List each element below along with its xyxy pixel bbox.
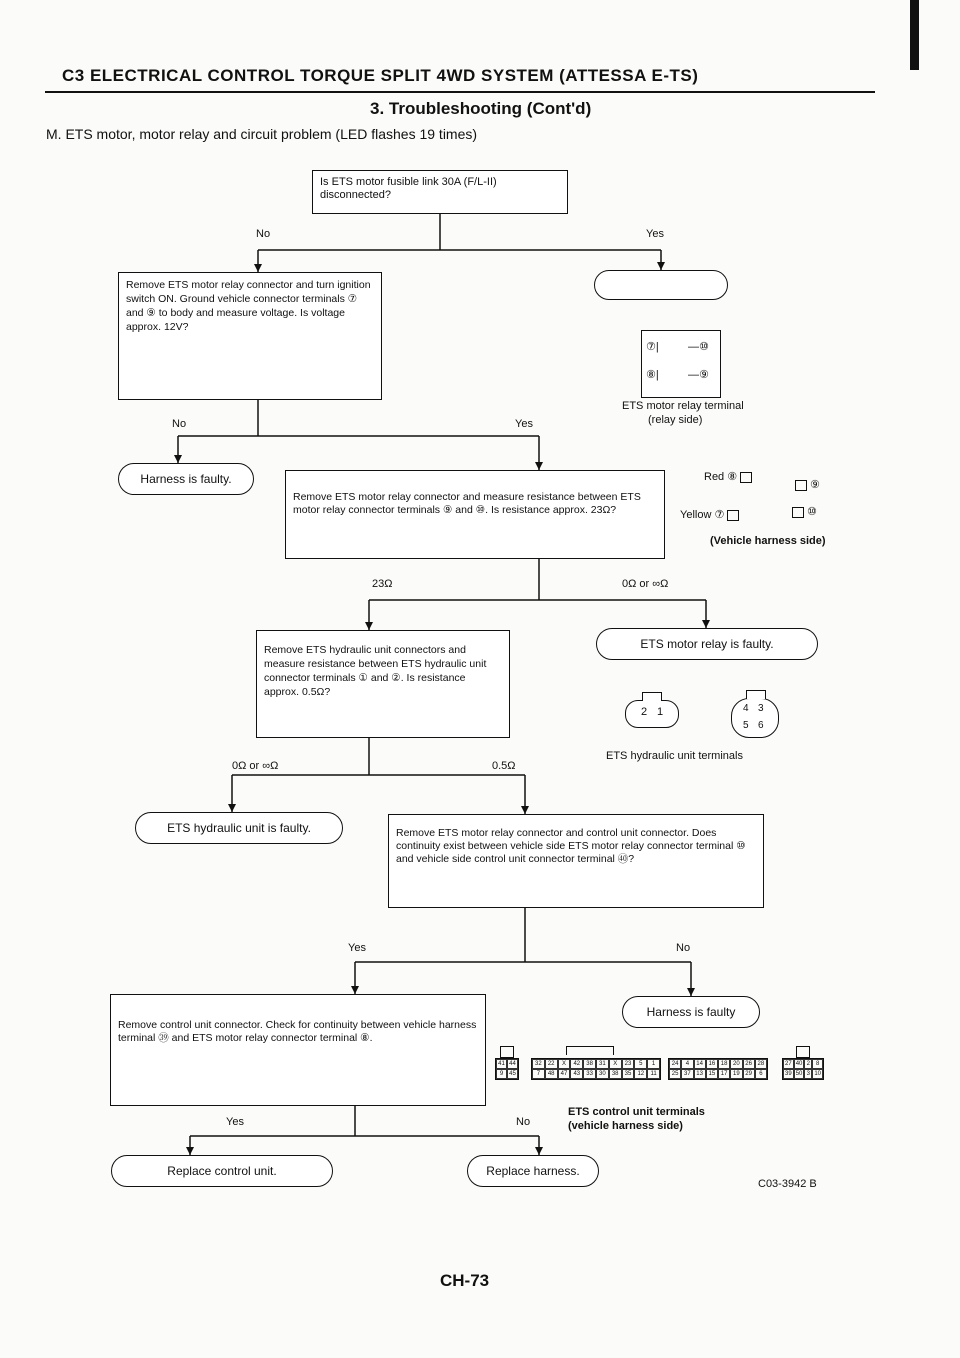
branch-yes-label: Yes: [348, 942, 366, 954]
control-unit-connector-1: 41 44 9 45: [495, 1058, 519, 1080]
hydraulic-connector-left: [625, 700, 679, 728]
hydraulic-connector-left-latch: [642, 692, 662, 701]
branch-no-label: No: [516, 1116, 531, 1128]
branch-no-label: No: [172, 418, 187, 430]
step-continuity-question: Remove ETS motor relay connector and control unit connector. Does continuity exist between vehicle side ETS motor relay connector terminal ⑩ and vehicle side control unit connector terminal ㊵?: [388, 814, 764, 908]
section-title: 3. Troubleshooting (Cont'd): [370, 99, 592, 118]
control-unit-connector-4: 27 40 2 8 39 50 3 10: [782, 1058, 824, 1080]
relay-terminal-10: —⑩: [688, 341, 709, 353]
step-relay-resistance-question: Remove ETS motor relay connector and measure resistance between ETS motor relay connector terminals ⑨ and ⑩. Is resistance approx. 23Ω?: [285, 470, 665, 559]
result-harness-faulty: Harness is faulty.: [118, 463, 254, 495]
branch-yes-label: Yes: [646, 228, 664, 240]
branch-0-or-inf-label: 0Ω or ∞Ω: [232, 760, 279, 772]
relay-terminal-caption: ETS motor relay terminal: [622, 400, 744, 412]
branch-0-or-inf-label: 0Ω or ∞Ω: [622, 578, 669, 590]
control-unit-connector-3: 24 4 14 16 18 20 26 28 25 37 13 15 17 19 29 6: [668, 1058, 768, 1080]
control-unit-terminals-subcaption: (vehicle harness side): [568, 1120, 683, 1132]
hydraulic-pin-3: 3: [758, 703, 764, 714]
harness-red-terminal: Red ⑧: [704, 470, 755, 483]
relay-terminal-9: —⑨: [688, 369, 709, 381]
relay-terminal-subcaption: (relay side): [648, 414, 703, 426]
control-unit-connector-4-latch: [796, 1046, 810, 1058]
result-hydraulic-faulty: ETS hydraulic unit is faulty.: [135, 812, 343, 844]
empty-result-pill: [594, 270, 728, 300]
branch-23-ohm-label: 23Ω: [372, 578, 393, 590]
result-relay-faulty: ETS motor relay is faulty.: [596, 628, 818, 660]
page-number: CH-73: [440, 1271, 490, 1290]
hydraulic-pin-1: 1: [657, 706, 664, 718]
hydraulic-pin-4: 4: [743, 703, 749, 714]
branch-no-label: No: [256, 228, 271, 240]
hydraulic-terminals-caption: ETS hydraulic unit terminals: [606, 750, 743, 762]
relay-terminal-7: ⑦|: [646, 341, 659, 353]
hydraulic-pin-2: 2: [641, 706, 648, 718]
control-unit-connector-2-latch: [566, 1046, 614, 1055]
branch-05-ohm-label: 0.5Ω: [492, 760, 516, 772]
control-unit-terminals-caption: ETS control unit terminals: [568, 1106, 705, 1118]
figure-code: C03-3942 B: [758, 1178, 817, 1190]
harness-terminal-9: ⑨: [792, 478, 820, 491]
control-unit-connector-1-latch: [500, 1046, 514, 1058]
branch-yes-label: Yes: [515, 418, 533, 430]
procedure-subtitle: M. ETS motor, motor relay and circuit problem (LED flashes 19 times): [46, 126, 478, 142]
hydraulic-connector-right-latch: [746, 690, 766, 699]
step-fusible-link-question: Is ETS motor fusible link 30A (F/L-II) disconnected?: [312, 170, 568, 214]
control-unit-connector-2: 32 22 X 42 38 31 X 23 5 1 7 48 47 43 33 30 38 35 12 11: [531, 1058, 661, 1080]
result-replace-harness: Replace harness.: [467, 1155, 599, 1187]
vehicle-harness-caption: (Vehicle harness side): [710, 535, 826, 547]
branch-no-label: No: [676, 942, 691, 954]
result-replace-control-unit: Replace control unit.: [111, 1155, 333, 1187]
page-header-title: C3 ELECTRICAL CONTROL TORQUE SPLIT 4WD SYSTEM (ATTESSA E-TS): [62, 66, 699, 85]
step-hydraulic-resistance-question: Remove ETS hydraulic unit connectors and measure resistance between ETS hydraulic unit connector terminals ① and ②. Is resistance approx. 0.5Ω?: [256, 630, 510, 738]
hydraulic-pin-6: 6: [758, 720, 764, 731]
harness-terminal-10: ⑩: [789, 505, 817, 518]
harness-yellow-terminal: Yellow ⑦: [680, 508, 742, 521]
hydraulic-connector-right: [731, 698, 779, 738]
step-relay-voltage-question: Remove ETS motor relay connector and turn ignition switch ON. Ground vehicle connector terminals ⑦ and ⑨ to body and measure voltage. Is voltage approx. 12V?: [118, 272, 382, 400]
step-control-unit-continuity-question: Remove control unit connector. Check for continuity between vehicle harness terminal ㊴ and ETS motor relay connector terminal ⑧.: [110, 994, 486, 1106]
hydraulic-pin-5: 5: [743, 720, 749, 731]
relay-terminal-8: ⑧|: [646, 369, 659, 381]
result-harness-faulty-2: Harness is faulty: [622, 996, 760, 1028]
branch-yes-label: Yes: [226, 1116, 244, 1128]
